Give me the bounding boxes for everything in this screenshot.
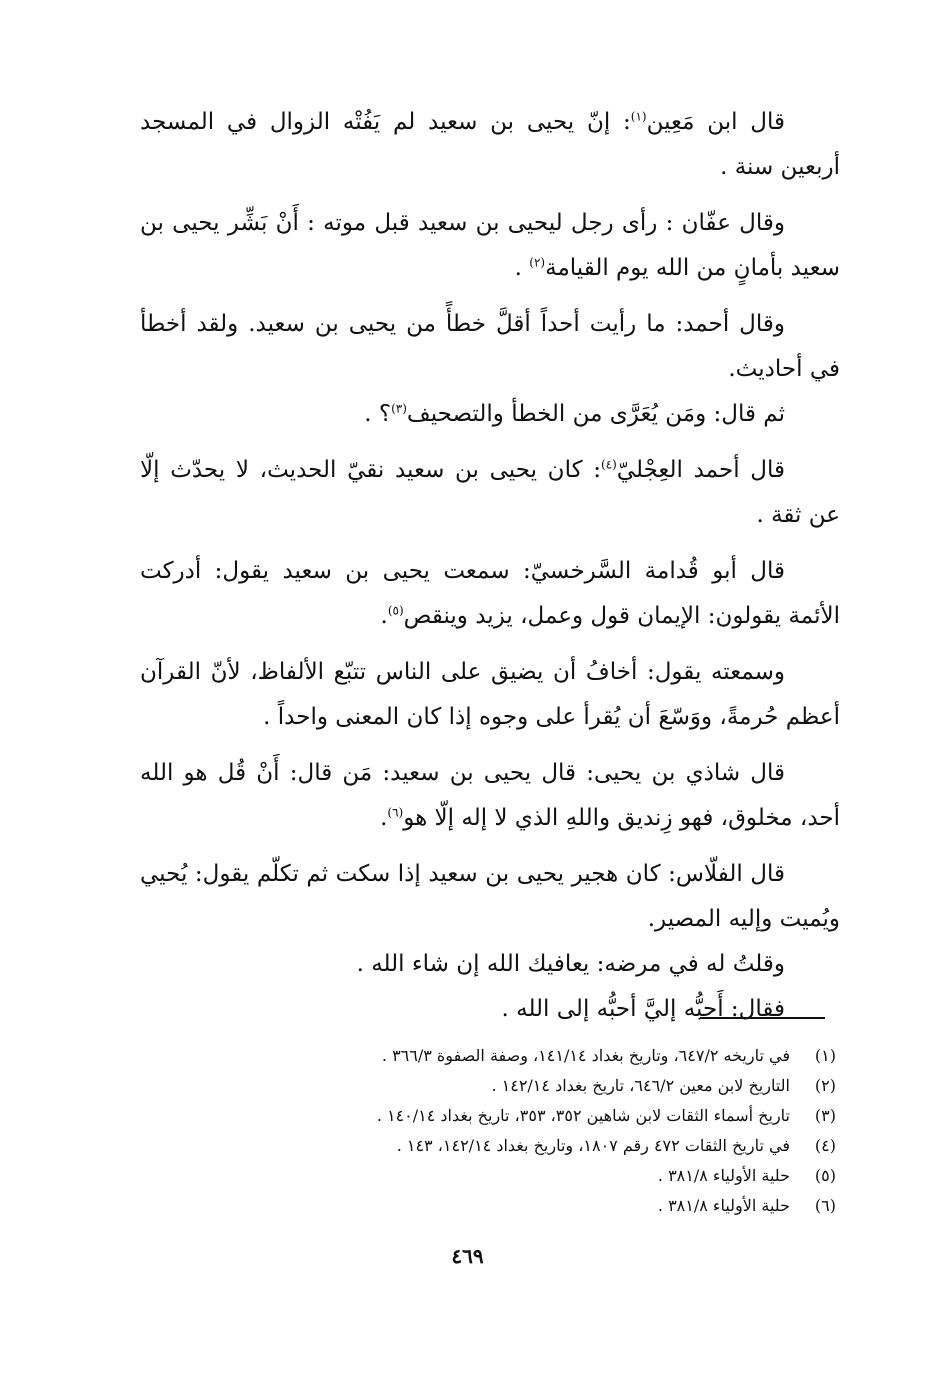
- paragraph-2: [140, 201, 840, 291]
- footnote-text: في تاريخه ٦٤٧/٢، وتاريخ بغداد ١٤١/١٤، وصفة الصفوة ٣٦٦/٣ .: [381, 1046, 790, 1065]
- footnote-ref[interactable]: (٥): [387, 603, 404, 618]
- footnote-item: [140, 1161, 836, 1191]
- paragraph-text: وسمعته يقول: أخافُ أن يضيق على الناس تتبّع الألفاظ، لأنّ القرآن أعظم حُرمةً، ووَسّعَ أن يُقرأ على وجوه إذا كان المعنى واحداً .: [140, 659, 840, 730]
- footnote-divider: [700, 1017, 825, 1019]
- footnote-number: (٤): [814, 1136, 836, 1155]
- footnote-ref[interactable]: (٣): [391, 401, 407, 416]
- footnote-text: في تاريخ الثقات ٤٧٢ رقم ١٨٠٧، وتاريخ بغداد ١٤٢/١٤، ١٤٣ .: [396, 1136, 790, 1155]
- footnote-number: (٦): [814, 1196, 836, 1215]
- paragraph-9: [140, 852, 840, 942]
- paragraph-1: [140, 100, 840, 190]
- footnote-text: التاريخ لابن معين ٦٤٦/٢، تاريخ بغداد ١٤٢/١٤ .: [491, 1076, 790, 1095]
- paragraph-4: [140, 392, 840, 437]
- paragraph-3: [140, 302, 840, 392]
- footnote-ref[interactable]: (٢): [529, 255, 546, 270]
- paragraph-6: [140, 549, 840, 639]
- footnote-number: (٢): [814, 1076, 836, 1095]
- footnote-item: [140, 1101, 836, 1131]
- paragraph-text: ؟ .: [364, 401, 392, 427]
- paragraph-text: قال ابن مَعِين: [646, 109, 785, 135]
- footnote-number: (٥): [814, 1166, 836, 1185]
- paragraph-text: وقال أحمد: ما رأيت أحداً أقلَّ خطأً من يحيى بن سعيد. ولقد أخطأ في أحاديث.: [140, 311, 840, 382]
- paragraph-text: .: [380, 603, 388, 629]
- footnote-ref[interactable]: (١): [630, 109, 647, 124]
- footnote-ref[interactable]: (٤): [600, 457, 617, 472]
- paragraph-text: قال أبو قُدامة السَّرخسيّ: سمعت يحيى بن سعيد يقول: أدركت الأئمة يقولون: الإيمان قول وعمل، يزيد وينقص: [140, 558, 840, 629]
- footnote-item: [140, 1071, 836, 1101]
- paragraph-text: .: [514, 255, 530, 281]
- footnote-ref[interactable]: (٦): [387, 805, 404, 820]
- main-text: [140, 100, 840, 1032]
- paragraph-text: قال شاذي بن يحيى: قال يحيى بن سعيد: مَن قال: أَنْ قُل هو الله أحد، مخلوق، فهو زِنديق واللهِ الذي لا إله إلّا هو: [140, 760, 840, 831]
- paragraph-text: ثم قال: ومَن يُعَرَّى من الخطأ والتصحيف: [406, 401, 785, 427]
- page-number: ٤٦٩: [451, 1244, 484, 1268]
- paragraph-text: .: [380, 805, 388, 831]
- paragraph-11: [140, 987, 840, 1032]
- footnotes: [140, 1041, 836, 1221]
- footnote-item: [140, 1191, 836, 1221]
- paragraph-text: : كان يحيى بن سعيد نقيّ الحديث، لا يحدّث إلّا عن ثقة .: [140, 457, 840, 528]
- paragraph-text: وقال عفّان : رأى رجل ليحيى بن سعيد قبل موته : أَنْ بَشِّر يحيى بن سعيد بأمانٍ من الله يوم القيامة: [140, 210, 840, 281]
- paragraph-text: قال الفلّاس: كان هجير يحيى بن سعيد إذا سكت ثم تكلّم يقول: يُحيي ويُميت وإليه المصير.: [140, 861, 840, 932]
- footnote-number: (٣): [814, 1106, 836, 1125]
- paragraph-text: فقال: أَحبُّه إليَّ أحبُّه إلى الله .: [501, 996, 785, 1022]
- paragraph-8: [140, 751, 840, 841]
- paragraph-7: [140, 650, 840, 740]
- footnote-text: تاريخ أسماء الثقات لابن شاهين ٣٥٢، ٣٥٣، تاريخ بغداد ١٤٠/١٤ .: [376, 1106, 790, 1125]
- footnote-text: حلية الأولياء ٣٨١/٨ .: [657, 1166, 790, 1185]
- paragraph-text: وقلتُ له في مرضه: يعافيك الله إن شاء الله .: [356, 951, 785, 977]
- paragraph-5: [140, 448, 840, 538]
- footnote-number: (١): [814, 1046, 836, 1065]
- footnote-text: حلية الأولياء ٣٨١/٨ .: [657, 1196, 790, 1215]
- paragraph-10: [140, 942, 840, 987]
- footnote-item: [140, 1131, 836, 1161]
- paragraph-text: قال أحمد العِجْليّ: [616, 457, 785, 483]
- paragraph-text: : إنّ يحيى بن سعيد لم يَفُتْه الزوال في المسجد أربعين سنة .: [140, 109, 840, 180]
- footnote-item: [140, 1041, 836, 1071]
